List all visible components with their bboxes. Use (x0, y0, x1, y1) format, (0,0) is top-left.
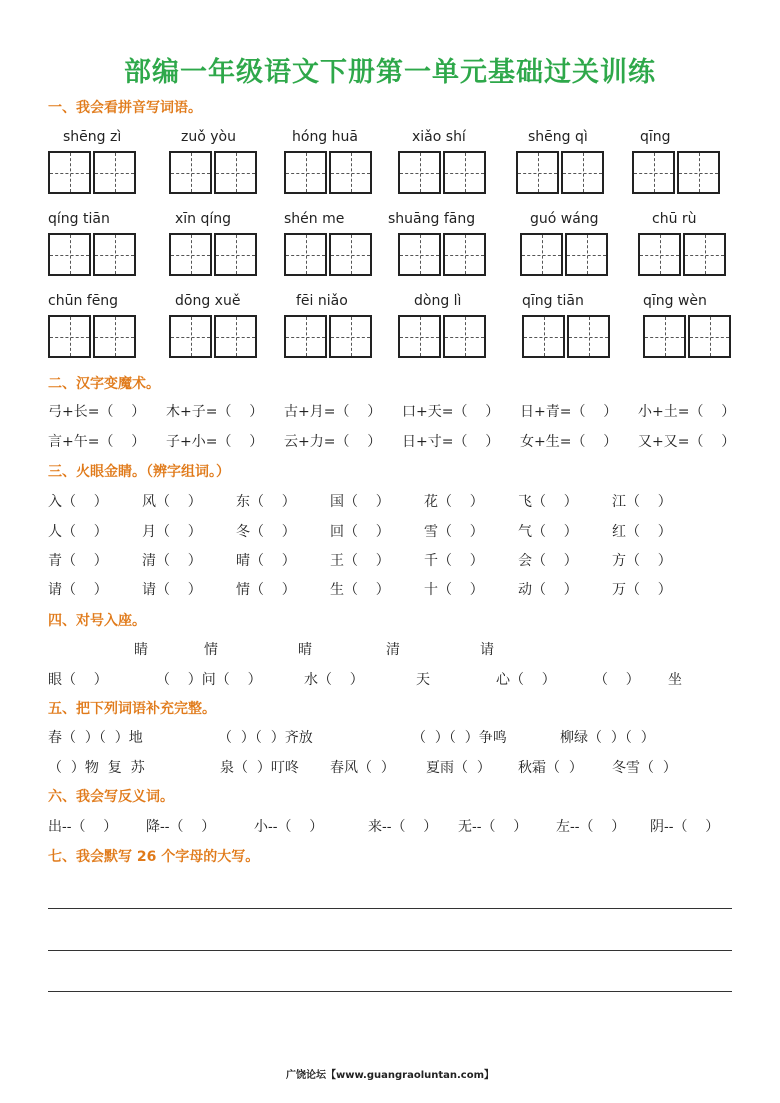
writing-box[interactable] (329, 151, 372, 194)
writing-box[interactable] (214, 233, 257, 276)
distinguish-item: 生（ ） (330, 582, 390, 598)
distinguish-item: 情（ ） (236, 582, 296, 598)
magic-item: 日+青=（ ） (520, 404, 618, 420)
complete-item: 柳绿（ ）（ ） (560, 730, 655, 746)
option-char: 晴 (298, 642, 312, 658)
magic-item: 女+生=（ ） (520, 434, 618, 450)
complete-item: （ ）物 复 苏 (48, 760, 145, 776)
antonym-item: 来--（ ） (368, 819, 438, 835)
writing-box[interactable] (93, 151, 136, 194)
magic-item: 口+天=（ ） (402, 404, 500, 420)
magic-item: 日+寸=（ ） (402, 434, 500, 450)
section-5-heading: 五、把下列词语补充完整。 (48, 701, 216, 717)
magic-item: 言+午=（ ） (48, 434, 146, 450)
fill-item: 天 (416, 672, 430, 688)
writing-box[interactable] (520, 233, 563, 276)
writing-box[interactable] (398, 151, 441, 194)
writing-box[interactable] (516, 151, 559, 194)
writing-box[interactable] (93, 233, 136, 276)
pinyin-label: fēi niǎo (296, 293, 348, 309)
fill-item: 水（ ） (304, 672, 364, 688)
magic-item: 木+子=（ ） (166, 404, 264, 420)
pinyin-label: dòng lì (414, 293, 462, 309)
pinyin-label: qīng wèn (643, 293, 707, 309)
magic-item: 子+小=（ ） (166, 434, 264, 450)
distinguish-item: 万（ ） (612, 582, 672, 598)
distinguish-item: 冬（ ） (236, 524, 296, 540)
section-4-heading: 四、对号入座。 (48, 613, 146, 629)
distinguish-item: 飞（ ） (518, 494, 578, 510)
pinyin-label: zuǒ yòu (181, 129, 236, 145)
complete-item: 夏雨（ ） (426, 760, 491, 776)
writing-box[interactable] (561, 151, 604, 194)
antonym-item: 无--（ ） (458, 819, 528, 835)
distinguish-item: 红（ ） (612, 524, 672, 540)
distinguish-item: 千（ ） (424, 553, 484, 569)
writing-box[interactable] (398, 233, 441, 276)
complete-item: 冬雪（ ） (612, 760, 677, 776)
complete-item: （ ）（ ）争鸣 (412, 730, 507, 746)
pinyin-label: shuāng fāng (388, 211, 476, 227)
footer-source: 广饶论坛【www.guangraoluntan.com】 (285, 1070, 495, 1081)
fill-item: 坐 (668, 672, 682, 688)
complete-item: 泉（ ）叮咚 (220, 760, 299, 776)
section-7-heading: 七、我会默写 26 个字母的大写。 (48, 849, 260, 865)
writing-box[interactable] (683, 233, 726, 276)
section-2-heading: 二、汉字变魔术。 (48, 376, 160, 392)
pinyin-row-1 (0, 129, 780, 201)
writing-line[interactable] (48, 991, 732, 992)
pinyin-label: xīn qíng (175, 211, 232, 227)
pinyin-label: chūn fēng (48, 293, 119, 309)
complete-item: 春（ ）（ ）地 (48, 730, 143, 746)
pinyin-row-3 (0, 293, 780, 365)
pinyin-label: shén me (284, 211, 345, 227)
pinyin-row-2 (0, 211, 780, 283)
pinyin-label: chū rù (652, 211, 697, 227)
complete-item: 春风（ ） (330, 760, 395, 776)
writing-box[interactable] (565, 233, 608, 276)
complete-item: （ ）（ ）齐放 (218, 730, 313, 746)
distinguish-item: 人（ ） (48, 524, 108, 540)
pinyin-label: qīng tiān (522, 293, 584, 309)
antonym-item: 小--（ ） (254, 819, 324, 835)
fill-item: 眼（ ） (48, 672, 108, 688)
section-1-heading: 一、我会看拼音写词语。 (48, 100, 202, 116)
writing-box[interactable] (93, 315, 136, 358)
writing-box[interactable] (284, 315, 327, 358)
writing-box[interactable] (169, 151, 212, 194)
distinguish-item: 江（ ） (612, 494, 672, 510)
distinguish-item: 王（ ） (330, 553, 390, 569)
page-title: 部编一年级语文下册第一单元基础过关训练 (124, 57, 656, 88)
writing-box[interactable] (48, 315, 91, 358)
distinguish-item: 国（ ） (330, 494, 390, 510)
writing-box[interactable] (638, 233, 681, 276)
option-char: 清 (386, 642, 400, 658)
option-char: 情 (204, 642, 218, 658)
writing-line[interactable] (48, 950, 732, 951)
distinguish-item: 请（ ） (142, 582, 202, 598)
writing-box[interactable] (398, 315, 441, 358)
writing-box[interactable] (214, 151, 257, 194)
magic-item: 小+土=（ ） (638, 404, 736, 420)
option-char: 请 (480, 642, 494, 658)
writing-box[interactable] (567, 315, 610, 358)
writing-box[interactable] (522, 315, 565, 358)
fill-item: （ ） (594, 672, 640, 688)
writing-box[interactable] (48, 233, 91, 276)
distinguish-item: 月（ ） (142, 524, 202, 540)
option-char: 睛 (134, 642, 148, 658)
antonym-item: 阴--（ ） (650, 819, 720, 835)
magic-item: 云+力=（ ） (284, 434, 382, 450)
writing-box[interactable] (329, 233, 372, 276)
distinguish-item: 清（ ） (142, 553, 202, 569)
writing-box[interactable] (169, 315, 212, 358)
distinguish-item: 气（ ） (518, 524, 578, 540)
magic-item: 弓+长=（ ） (48, 404, 146, 420)
distinguish-item: 东（ ） (236, 494, 296, 510)
pinyin-label: xiǎo shí (412, 129, 466, 145)
distinguish-item: 风（ ） (142, 494, 202, 510)
antonym-item: 出--（ ） (48, 819, 118, 835)
writing-box[interactable] (677, 151, 720, 194)
writing-box[interactable] (284, 233, 327, 276)
distinguish-item: 回（ ） (330, 524, 390, 540)
distinguish-item: 请（ ） (48, 582, 108, 598)
writing-box[interactable] (632, 151, 675, 194)
writing-box[interactable] (443, 151, 486, 194)
magic-item: 又+又=（ ） (638, 434, 736, 450)
writing-box[interactable] (443, 233, 486, 276)
distinguish-item: 雪（ ） (424, 524, 484, 540)
distinguish-item: 晴（ ） (236, 553, 296, 569)
distinguish-item: 十（ ） (424, 582, 484, 598)
distinguish-item: 入（ ） (48, 494, 108, 510)
writing-box[interactable] (443, 315, 486, 358)
writing-box[interactable] (284, 151, 327, 194)
writing-line[interactable] (48, 908, 732, 909)
writing-box[interactable] (643, 315, 686, 358)
section-3-heading: 三、火眼金睛。（辨字组词。） (48, 464, 230, 480)
pinyin-label: shēng zì (63, 129, 122, 145)
pinyin-label: guó wáng (530, 211, 599, 227)
complete-item: 秋霜（ ） (518, 760, 583, 776)
writing-box[interactable] (329, 315, 372, 358)
writing-box[interactable] (48, 151, 91, 194)
fill-item: 心（ ） (496, 672, 556, 688)
pinyin-label: dōng xuě (175, 293, 241, 309)
antonym-item: 左--（ ） (556, 819, 626, 835)
pinyin-label: shēng qì (528, 129, 588, 145)
magic-item: 古+月=（ ） (284, 404, 382, 420)
pinyin-label: hóng huā (292, 129, 358, 145)
distinguish-item: 会（ ） (518, 553, 578, 569)
pinyin-label: qíng tiān (48, 211, 110, 227)
distinguish-item: 青（ ） (48, 553, 108, 569)
antonym-item: 降--（ ） (146, 819, 216, 835)
writing-box[interactable] (214, 315, 257, 358)
distinguish-item: 动（ ） (518, 582, 578, 598)
writing-box[interactable] (688, 315, 731, 358)
fill-item: （ ）问（ ） (156, 672, 262, 688)
distinguish-item: 方（ ） (612, 553, 672, 569)
writing-box[interactable] (169, 233, 212, 276)
section-6-heading: 六、我会写反义词。 (48, 789, 174, 805)
distinguish-item: 花（ ） (424, 494, 484, 510)
pinyin-label: qīng (640, 129, 671, 145)
